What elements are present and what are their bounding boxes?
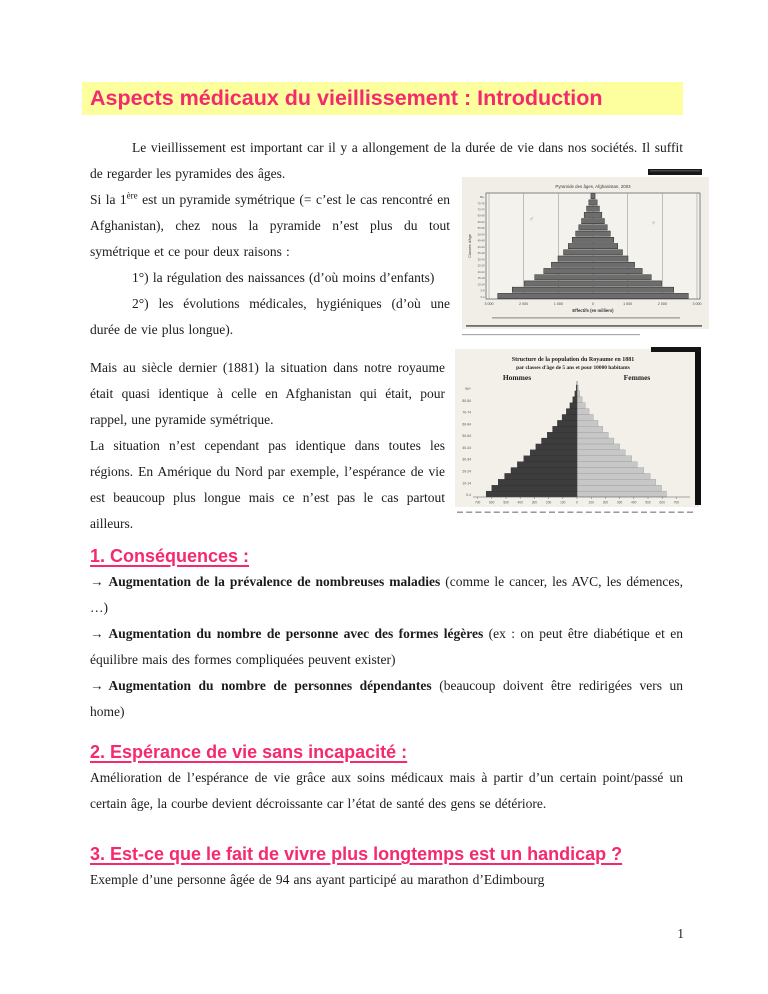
svg-text:15-19: 15-19 bbox=[477, 277, 485, 281]
svg-text:60-64: 60-64 bbox=[477, 220, 485, 224]
royaume-1881-pyramid-chart bbox=[455, 347, 705, 517]
consequence-item-2 bbox=[90, 621, 683, 673]
svg-text:par classes d'âge de 5 ans et: par classes d'âge de 5 ans et pour 10000 habitants bbox=[516, 365, 630, 371]
section-3-heading: 3. Est-ce que le fait de vivre plus longtemps est un handicap ? bbox=[90, 844, 623, 864]
consequence-1-rest: (comme le cancer, les AVC, les démences, …) bbox=[90, 574, 683, 615]
svg-text:200: 200 bbox=[545, 500, 552, 505]
arrow-icon: → bbox=[90, 678, 104, 693]
svg-text:600: 600 bbox=[659, 500, 665, 505]
reason-2: 2°) les évolutions médicales, hygiéniques (d’où une durée de vie plus longue). bbox=[90, 296, 450, 337]
afghanistan-pyramid-figure bbox=[462, 169, 709, 339]
svg-text:3 000: 3 000 bbox=[692, 302, 702, 306]
afghanistan-pyramid-chart bbox=[462, 169, 709, 339]
ordinal-superscript: ère bbox=[126, 190, 138, 201]
svg-text:♀: ♀ bbox=[651, 219, 657, 227]
svg-text:Classes d'âge: Classes d'âge bbox=[468, 234, 472, 258]
svg-text:0-4: 0-4 bbox=[480, 295, 485, 299]
svg-text:30-34: 30-34 bbox=[462, 457, 471, 462]
svg-text:Effectifs (en milliers): Effectifs (en milliers) bbox=[572, 308, 614, 313]
svg-text:90+: 90+ bbox=[465, 387, 471, 392]
intro-paragraph: Le vieillissement est important car il y a allongement de la durée de vie dans nos sociétés. Il suffit de regarder les pyramides des âges. bbox=[90, 140, 683, 181]
svg-text:700: 700 bbox=[474, 500, 481, 505]
arrow-icon: → bbox=[90, 626, 104, 641]
svg-text:300: 300 bbox=[616, 500, 623, 505]
svg-text:35-39: 35-39 bbox=[477, 252, 485, 256]
svg-text:600: 600 bbox=[489, 500, 495, 505]
section-2-body: Amélioration de l’espérance de vie grâce aux soins médicaux mais à partir d’un certain point/passé un certain âge, la courbe devient décroissante car l’état de santé des gens se détériore. bbox=[90, 770, 683, 811]
svg-text:2 000: 2 000 bbox=[519, 302, 529, 306]
reason-1: 1°) la régulation des naissances (d’où moins d’enfants) bbox=[132, 270, 435, 285]
regions-paragraph: La situation n’est cependant pas identique dans toutes les régions. En Amérique du Nord par exemple, l’espérance de vie est beaucoup plus longue mais ce n’est pas le cas partout ailleurs. bbox=[90, 438, 445, 531]
svg-text:2 000: 2 000 bbox=[657, 302, 667, 306]
svg-text:80+: 80+ bbox=[479, 196, 485, 200]
consequence-3-rest: (beaucoup doivent être redirigées vers un home) bbox=[90, 678, 684, 719]
svg-text:30-34: 30-34 bbox=[477, 258, 485, 262]
svg-text:700: 700 bbox=[673, 500, 680, 505]
royaume-1881-block bbox=[90, 355, 683, 537]
svg-text:1 000: 1 000 bbox=[623, 302, 633, 306]
svg-text:300: 300 bbox=[531, 500, 538, 505]
svg-text:Pyramide des âges, Afghanistan: Pyramide des âges, Afghanistan, 2003 bbox=[555, 184, 631, 189]
page-number: 1 bbox=[677, 926, 684, 941]
page-title: Aspects médicaux du vieillissement : Introduction bbox=[82, 82, 683, 115]
svg-text:400: 400 bbox=[631, 500, 637, 505]
section-2-heading: 2. Espérance de vie sans incapacité : bbox=[90, 742, 408, 762]
svg-text:70-74: 70-74 bbox=[477, 208, 485, 212]
royaume-1881-pyramid-figure bbox=[455, 347, 705, 517]
svg-text:20-24: 20-24 bbox=[477, 270, 485, 274]
svg-text:Structure de la population du: Structure de la population du Royaume en 1881 bbox=[511, 357, 635, 363]
svg-text:50-54: 50-54 bbox=[462, 434, 471, 439]
svg-text:100: 100 bbox=[588, 500, 594, 505]
svg-text:3 000: 3 000 bbox=[484, 302, 494, 306]
svg-text:10-14: 10-14 bbox=[477, 283, 485, 287]
svg-text:40-44: 40-44 bbox=[477, 245, 485, 249]
svg-text:50-54: 50-54 bbox=[477, 233, 485, 237]
svg-text:Femmes: Femmes bbox=[623, 373, 651, 382]
svg-text:Hommes: Hommes bbox=[502, 373, 532, 382]
consequence-1-bold: Augmentation de la prévalence de nombreuses maladies bbox=[108, 574, 441, 589]
svg-text:45-49: 45-49 bbox=[477, 239, 485, 243]
svg-text:70-74: 70-74 bbox=[462, 410, 471, 415]
section-3-body: Exemple d’une personne âgée de 94 ans ayant participé au marathon d’Edimbourg bbox=[90, 872, 545, 887]
pyramid-text-part1: Si la 1 bbox=[90, 192, 127, 207]
arrow-icon: → bbox=[90, 574, 104, 589]
consequence-2-rest: (ex : on peut être diabétique et en équilibre mais des formes compliquées peuvent exister) bbox=[90, 626, 684, 667]
svg-text:80-84: 80-84 bbox=[462, 398, 471, 403]
svg-text:0: 0 bbox=[576, 500, 578, 505]
royaume-paragraph: Mais au siècle dernier (1881) la situation dans notre royaume était quasi identique à celle en Afghanistan qui était, pour rappel, une pyramide symétrique. bbox=[90, 360, 445, 427]
svg-text:65-69: 65-69 bbox=[477, 214, 485, 218]
svg-text:5-9: 5-9 bbox=[480, 289, 485, 293]
pyramid-discussion-block bbox=[90, 184, 702, 343]
svg-text:100: 100 bbox=[560, 500, 566, 505]
svg-text:200: 200 bbox=[602, 500, 609, 505]
svg-text:500: 500 bbox=[503, 500, 509, 505]
svg-text:0: 0 bbox=[592, 302, 594, 306]
svg-text:500: 500 bbox=[645, 500, 651, 505]
svg-text:25-29: 25-29 bbox=[477, 264, 485, 268]
svg-text:10-14: 10-14 bbox=[462, 481, 471, 486]
svg-text:40-44: 40-44 bbox=[462, 445, 471, 450]
consequence-2-bold: Augmentation du nombre de personne avec des formes légères bbox=[108, 626, 484, 641]
svg-text:60-64: 60-64 bbox=[462, 422, 471, 427]
pyramid-text-part2: est un pyramide symétrique (= c’est le cas rencontré en Afghanistan), chez nous la pyramide n’est plus du tout symétrique et ce pour deux raisons : bbox=[90, 192, 450, 259]
consequence-item-1 bbox=[90, 569, 683, 621]
consequence-3-bold: Augmentation du nombre de personnes dépendantes bbox=[108, 678, 432, 693]
svg-text:1 000: 1 000 bbox=[553, 302, 563, 306]
svg-text:20-24: 20-24 bbox=[462, 469, 471, 474]
section-1-heading: 1. Conséquences : bbox=[90, 546, 250, 566]
svg-text:0-4: 0-4 bbox=[466, 493, 471, 498]
svg-text:400: 400 bbox=[517, 500, 523, 505]
svg-text:55-59: 55-59 bbox=[477, 227, 485, 231]
consequence-item-3 bbox=[90, 673, 683, 725]
svg-text:♂: ♂ bbox=[529, 215, 535, 223]
svg-text:75-79: 75-79 bbox=[477, 202, 485, 206]
